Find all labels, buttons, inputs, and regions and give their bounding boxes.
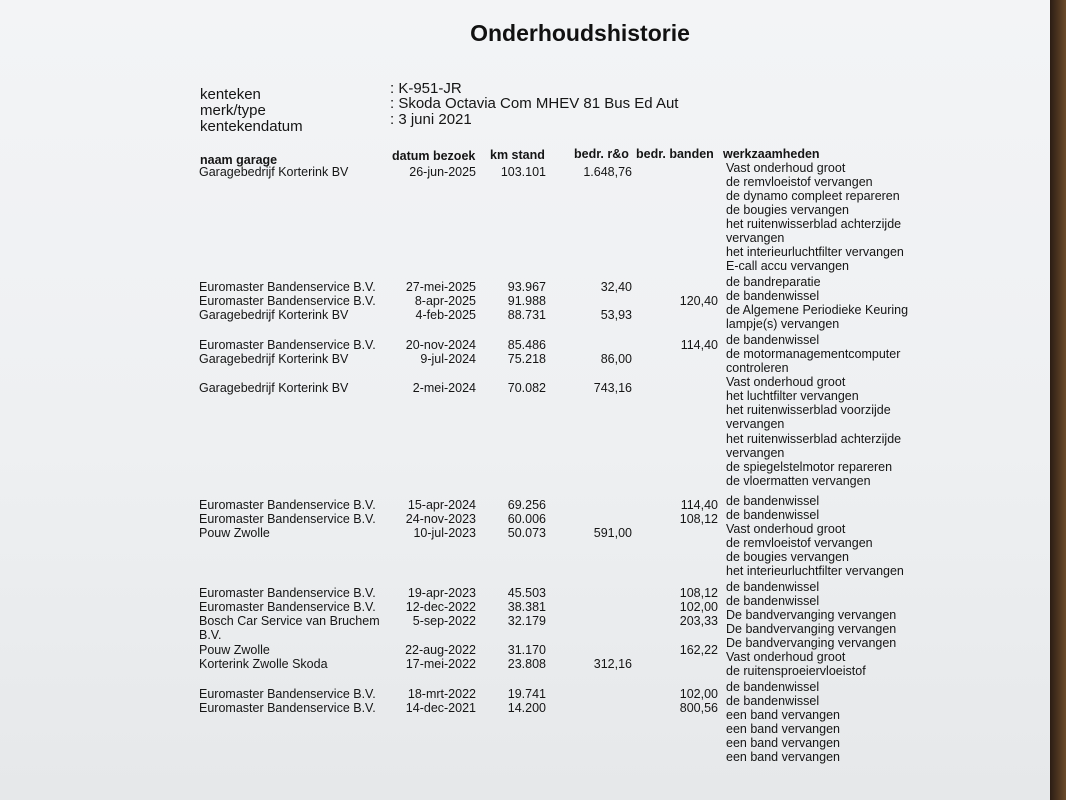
work-item: de dynamo compleet repareren xyxy=(726,189,900,203)
work-item: de bandenwissel xyxy=(726,508,820,522)
cell-km: 19.741 xyxy=(507,687,546,701)
cell-banden: 108,12 xyxy=(679,512,718,526)
work-item: de bandenwissel xyxy=(726,694,820,708)
work-item: de bandenwissel xyxy=(726,680,820,694)
work-item: de bougies vervangen xyxy=(726,550,850,564)
cell-garage: Garagebedrijf Korterink BV xyxy=(199,352,349,366)
work-item: de remvloeistof vervangen xyxy=(726,536,873,550)
work-item: een band vervangen xyxy=(726,722,840,736)
work-item: de motormanagementcomputer xyxy=(726,347,901,361)
cell-garage: Euromaster Bandenservice B.V. xyxy=(199,280,376,294)
cell-km: 45.503 xyxy=(507,586,546,600)
work-item: Vast onderhoud groot xyxy=(726,650,846,664)
cell-banden: 102,00 xyxy=(679,687,718,701)
cell-date: 12-dec-2022 xyxy=(405,600,476,614)
cell-km: 32.179 xyxy=(507,614,546,628)
cell-date: 24-nov-2023 xyxy=(405,512,476,526)
cell-garage: Euromaster Bandenservice B.V. xyxy=(199,498,376,512)
work-item: een band vervangen xyxy=(726,750,840,764)
work-item: lampje(s) vervangen xyxy=(726,317,840,331)
cell-km: 75.218 xyxy=(507,352,546,366)
cell-date: 18-mrt-2022 xyxy=(407,687,476,701)
page-title: Onderhoudshistorie xyxy=(470,20,690,46)
label-kenteken: kenteken xyxy=(200,86,261,103)
work-item: De bandvervanging vervangen xyxy=(726,622,897,636)
cell-garage: Garagebedrijf Korterink BV xyxy=(199,308,349,322)
work-item: de bandenwissel xyxy=(726,289,820,303)
cell-km: 93.967 xyxy=(507,280,546,294)
cell-km: 50.073 xyxy=(507,526,546,540)
cell-km: 38.381 xyxy=(507,600,546,614)
cell-banden: 102,00 xyxy=(679,600,718,614)
cell-date: 5-sep-2022 xyxy=(412,614,476,628)
cell-garage: Bosch Car Service van Bruchem xyxy=(199,614,380,628)
work-item: de bandenwissel xyxy=(726,580,820,594)
cell-garage: Euromaster Bandenservice B.V. xyxy=(199,600,376,614)
work-item: de bandenwissel xyxy=(726,494,820,508)
work-item: de ruitensproeiervloeistof xyxy=(726,664,866,678)
cell-date: 17-mei-2022 xyxy=(405,657,476,671)
cell-banden: 108,12 xyxy=(679,586,718,600)
cell-date: 4-feb-2025 xyxy=(415,308,476,322)
cell-garage: Euromaster Bandenservice B.V. xyxy=(199,338,376,352)
cell-banden: 203,33 xyxy=(679,614,718,628)
cell-garage: Euromaster Bandenservice B.V. xyxy=(199,586,376,600)
cell-garage: Pouw Zwolle xyxy=(199,526,270,540)
work-item: vervangen xyxy=(726,417,785,431)
cell-km: 31.170 xyxy=(507,643,546,657)
cell-km: 69.256 xyxy=(507,498,546,512)
header-date: datum bezoek xyxy=(392,149,476,163)
cell-garage: Korterink Zwolle Skoda xyxy=(199,657,328,671)
cell-km: 103.101 xyxy=(500,165,546,179)
cell-garage: Pouw Zwolle xyxy=(199,643,270,657)
header-ro: bedr. r&o xyxy=(574,147,629,161)
cell-date: 14-dec-2021 xyxy=(405,701,476,715)
header-work: werkzaamheden xyxy=(723,147,820,161)
header-km: km stand xyxy=(490,148,545,162)
work-item: de bandenwissel xyxy=(726,594,820,608)
cell-date: 26-jun-2025 xyxy=(409,165,476,179)
cell-date: 27-mei-2025 xyxy=(405,280,476,294)
label-merk-type: merk/type xyxy=(200,102,266,119)
cell-ro: 312,16 xyxy=(593,657,632,671)
cell-ro: 86,00 xyxy=(600,352,632,366)
work-item: het ruitenwisserblad voorzijde xyxy=(726,403,891,417)
work-item: de bougies vervangen xyxy=(726,203,850,217)
cell-date: 19-apr-2023 xyxy=(407,586,476,600)
work-item: het luchtfilter vervangen xyxy=(726,389,859,403)
cell-ro: 32,40 xyxy=(600,280,632,294)
work-item: De bandvervanging vervangen xyxy=(726,636,897,650)
cell-date: 15-apr-2024 xyxy=(407,498,476,512)
work-item: E-call accu vervangen xyxy=(726,259,849,273)
work-item: een band vervangen xyxy=(726,708,840,722)
work-item: De bandvervanging vervangen xyxy=(726,608,897,622)
cell-banden: 120,40 xyxy=(679,294,718,308)
work-item: vervangen xyxy=(726,231,785,245)
cell-date: 10-jul-2023 xyxy=(413,526,476,540)
cell-km: 70.082 xyxy=(507,381,546,395)
cell-date: 20-nov-2024 xyxy=(405,338,476,352)
cell-ro: 591,00 xyxy=(593,526,632,540)
work-item: vervangen xyxy=(726,446,785,460)
cell-garage: B.V. xyxy=(199,628,222,642)
cell-date: 22-aug-2022 xyxy=(405,643,476,657)
table-edge xyxy=(1050,0,1066,800)
cell-km: 60.006 xyxy=(507,512,546,526)
cell-garage: Euromaster Bandenservice B.V. xyxy=(199,701,376,715)
work-item: de spiegelstelmotor repareren xyxy=(726,460,893,474)
work-item: Vast onderhoud groot xyxy=(726,522,846,536)
cell-ro: 1.648,76 xyxy=(583,165,632,179)
work-item: het ruitenwisserblad achterzijde xyxy=(726,217,902,231)
cell-date: 9-jul-2024 xyxy=(420,352,476,366)
work-item: Vast onderhoud groot xyxy=(726,161,846,175)
work-item: het ruitenwisserblad achterzijde xyxy=(726,432,902,446)
cell-date: 8-apr-2025 xyxy=(414,294,476,308)
cell-banden: 162,22 xyxy=(679,643,718,657)
cell-banden: 114,40 xyxy=(680,338,718,352)
value-merk-type: : Skoda Octavia Com MHEV 81 Bus Ed Aut xyxy=(390,95,679,112)
cell-garage: Euromaster Bandenservice B.V. xyxy=(199,294,376,308)
cell-garage: Garagebedrijf Korterink BV xyxy=(199,165,349,179)
value-kentekendatum: : 3 juni 2021 xyxy=(390,111,472,128)
work-item: het interieurluchtfilter vervangen xyxy=(726,564,904,578)
work-item: de bandenwissel xyxy=(726,333,820,347)
work-item: de Algemene Periodieke Keuring xyxy=(726,303,909,317)
cell-date: 2-mei-2024 xyxy=(412,381,476,395)
header-banden: bedr. banden xyxy=(636,147,714,161)
label-kentekendatum: kentekendatum xyxy=(200,118,303,135)
header-garage: naam garage xyxy=(200,153,278,167)
cell-banden: 800,56 xyxy=(679,701,718,715)
cell-garage: Euromaster Bandenservice B.V. xyxy=(199,687,376,701)
cell-km: 85.486 xyxy=(507,338,546,352)
work-item: de bandreparatie xyxy=(726,275,821,289)
cell-km: 91.988 xyxy=(507,294,546,308)
cell-ro: 53,93 xyxy=(600,308,632,322)
cell-km: 23.808 xyxy=(507,657,546,671)
cell-km: 14.200 xyxy=(507,701,546,715)
cell-banden: 114,40 xyxy=(680,498,718,512)
work-item: de remvloeistof vervangen xyxy=(726,175,873,189)
cell-garage: Euromaster Bandenservice B.V. xyxy=(199,512,376,526)
cell-ro: 743,16 xyxy=(593,381,632,395)
work-item: de vloermatten vervangen xyxy=(726,474,871,488)
work-item: Vast onderhoud groot xyxy=(726,375,846,389)
value-kenteken: : K-951-JR xyxy=(390,80,462,97)
cell-garage: Garagebedrijf Korterink BV xyxy=(199,381,349,395)
work-item: een band vervangen xyxy=(726,736,840,750)
work-item: controleren xyxy=(726,361,789,375)
cell-km: 88.731 xyxy=(507,308,546,322)
work-item: het interieurluchtfilter vervangen xyxy=(726,245,904,259)
